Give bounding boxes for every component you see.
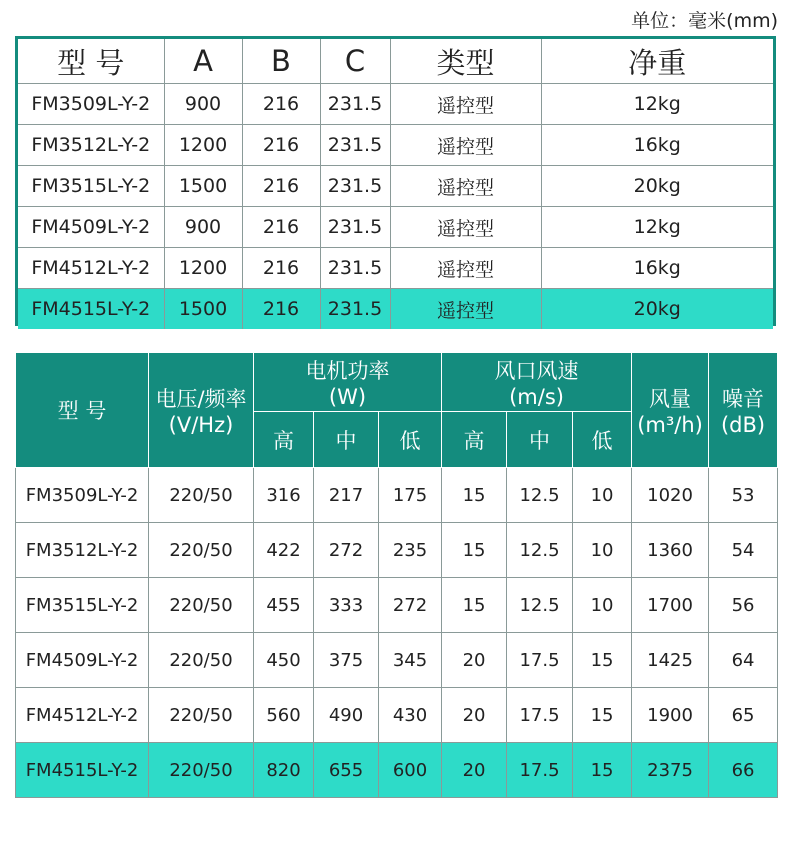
table-cell-power-mid: 217 bbox=[314, 468, 379, 523]
table-cell-speed-high: 20 bbox=[442, 688, 507, 743]
header-power-unit: (W) bbox=[328, 385, 367, 409]
header-speed-high: 高 bbox=[442, 412, 507, 468]
table-cell-model: FM4515L-Y-2 bbox=[18, 289, 164, 330]
table-row bbox=[18, 289, 773, 330]
table-cell-speed-low: 15 bbox=[573, 633, 632, 688]
table-cell-model: FM3515L-Y-2 bbox=[18, 166, 164, 207]
header-a: A bbox=[164, 39, 242, 84]
table-cell-voltage: 220/50 bbox=[149, 743, 254, 798]
table-cell-voltage: 220/50 bbox=[149, 578, 254, 633]
table-cell-power-high: 560 bbox=[254, 688, 314, 743]
header-b: B bbox=[242, 39, 320, 84]
table-cell-voltage: 220/50 bbox=[149, 468, 254, 523]
table-cell-power-low: 600 bbox=[379, 743, 442, 798]
table-cell-speed-low: 15 bbox=[573, 688, 632, 743]
table-cell-power-low: 272 bbox=[379, 578, 442, 633]
header-airflow bbox=[632, 353, 709, 468]
header-speed-low: 低 bbox=[573, 412, 632, 468]
table-cell-b: 216 bbox=[242, 166, 320, 207]
table-cell-speed-mid: 12.5 bbox=[507, 468, 573, 523]
header-weight: 净重 bbox=[541, 39, 773, 84]
table-cell-a: 1200 bbox=[164, 248, 242, 289]
table-cell-model: FM3509L-Y-2 bbox=[16, 468, 149, 523]
table-cell-b: 216 bbox=[242, 84, 320, 125]
header-noise-label: 噪音 bbox=[722, 387, 765, 411]
table-cell-noise: 65 bbox=[709, 688, 778, 743]
header-airflow-label: 风量 bbox=[649, 387, 692, 411]
table-cell-airflow: 1900 bbox=[632, 688, 709, 743]
table-row bbox=[18, 207, 773, 248]
table-cell-noise: 56 bbox=[709, 578, 778, 633]
header-voltage-label: 电压/频率 bbox=[155, 387, 247, 411]
table-cell-a: 1200 bbox=[164, 125, 242, 166]
header-power-low: 低 bbox=[379, 412, 442, 468]
table-row bbox=[16, 468, 778, 523]
table-cell-a: 900 bbox=[164, 207, 242, 248]
table-cell-speed-mid: 12.5 bbox=[507, 523, 573, 578]
header-c: C bbox=[320, 39, 390, 84]
table-row bbox=[18, 84, 773, 125]
table-cell-b: 216 bbox=[242, 248, 320, 289]
table-cell-power-high: 820 bbox=[254, 743, 314, 798]
table-cell-power-high: 455 bbox=[254, 578, 314, 633]
table-cell-type: 遥控型 bbox=[390, 125, 541, 166]
table-cell-speed-high: 20 bbox=[442, 743, 507, 798]
header-voltage-unit: (V/Hz) bbox=[168, 413, 234, 437]
table-cell-power-mid: 272 bbox=[314, 523, 379, 578]
table-row bbox=[18, 125, 773, 166]
header-noise bbox=[709, 353, 778, 468]
table-cell-model: FM4509L-Y-2 bbox=[16, 633, 149, 688]
table-cell-speed-low: 10 bbox=[573, 578, 632, 633]
table-cell-noise: 66 bbox=[709, 743, 778, 798]
dimensions-header-row bbox=[18, 39, 773, 84]
table-cell-type: 遥控型 bbox=[390, 84, 541, 125]
table-cell-airflow: 1425 bbox=[632, 633, 709, 688]
table-cell-model: FM3509L-Y-2 bbox=[18, 84, 164, 125]
dimensions-table bbox=[15, 36, 776, 326]
table-cell-a: 1500 bbox=[164, 289, 242, 330]
table-cell-c: 231.5 bbox=[320, 166, 390, 207]
header-speed-label: 风口风速 bbox=[494, 359, 579, 383]
table-cell-model: FM4512L-Y-2 bbox=[18, 248, 164, 289]
performance-header-row-1 bbox=[16, 353, 778, 412]
table-cell-c: 231.5 bbox=[320, 289, 390, 330]
table-cell-model: FM3515L-Y-2 bbox=[16, 578, 149, 633]
header-power-mid: 中 bbox=[314, 412, 379, 468]
table-cell-airflow: 1360 bbox=[632, 523, 709, 578]
table-cell-weight: 16kg bbox=[541, 248, 773, 289]
table-cell-power-low: 235 bbox=[379, 523, 442, 578]
table-row bbox=[16, 743, 778, 798]
table-row bbox=[18, 166, 773, 207]
table-cell-speed-high: 15 bbox=[442, 578, 507, 633]
header-model: 型 号 bbox=[16, 353, 149, 468]
header-noise-unit: (dB) bbox=[720, 413, 766, 437]
table-cell-speed-high: 15 bbox=[442, 468, 507, 523]
table-cell-airflow: 1020 bbox=[632, 468, 709, 523]
table-cell-noise: 54 bbox=[709, 523, 778, 578]
table-cell-power-mid: 655 bbox=[314, 743, 379, 798]
table-row bbox=[16, 688, 778, 743]
performance-table-body bbox=[16, 468, 778, 798]
table-cell-speed-mid: 17.5 bbox=[507, 688, 573, 743]
table-cell-power-mid: 333 bbox=[314, 578, 379, 633]
table-cell-power-mid: 375 bbox=[314, 633, 379, 688]
dimensions-table-body bbox=[18, 84, 773, 330]
table-cell-noise: 64 bbox=[709, 633, 778, 688]
header-power-high: 高 bbox=[254, 412, 314, 468]
table-cell-model: FM3512L-Y-2 bbox=[18, 125, 164, 166]
table-cell-b: 216 bbox=[242, 207, 320, 248]
table-cell-a: 1500 bbox=[164, 166, 242, 207]
table-cell-noise: 53 bbox=[709, 468, 778, 523]
table-cell-c: 231.5 bbox=[320, 125, 390, 166]
table-cell-c: 231.5 bbox=[320, 84, 390, 125]
table-cell-speed-low: 15 bbox=[573, 743, 632, 798]
table-row bbox=[16, 633, 778, 688]
performance-table bbox=[15, 352, 778, 798]
table-cell-model: FM3512L-Y-2 bbox=[16, 523, 149, 578]
unit-label: 单位：毫米(mm) bbox=[631, 10, 778, 32]
table-row bbox=[16, 578, 778, 633]
table-cell-power-high: 450 bbox=[254, 633, 314, 688]
table-cell-speed-mid: 12.5 bbox=[507, 578, 573, 633]
table-cell-model: FM4512L-Y-2 bbox=[16, 688, 149, 743]
table-cell-b: 216 bbox=[242, 289, 320, 330]
table-cell-power-low: 345 bbox=[379, 633, 442, 688]
table-cell-power-high: 316 bbox=[254, 468, 314, 523]
table-cell-c: 231.5 bbox=[320, 207, 390, 248]
table-row bbox=[18, 248, 773, 289]
header-speed-mid: 中 bbox=[507, 412, 573, 468]
header-airflow-unit: (m³/h) bbox=[637, 413, 703, 437]
table-cell-airflow: 2375 bbox=[632, 743, 709, 798]
header-power-label: 电机功率 bbox=[305, 359, 390, 383]
table-cell-power-high: 422 bbox=[254, 523, 314, 578]
header-model: 型 号 bbox=[18, 39, 164, 84]
table-cell-airflow: 1700 bbox=[632, 578, 709, 633]
table-cell-power-mid: 490 bbox=[314, 688, 379, 743]
table-cell-weight: 20kg bbox=[541, 166, 773, 207]
table-cell-c: 231.5 bbox=[320, 248, 390, 289]
table-cell-speed-mid: 17.5 bbox=[507, 743, 573, 798]
table-cell-speed-high: 20 bbox=[442, 633, 507, 688]
table-cell-type: 遥控型 bbox=[390, 248, 541, 289]
table-cell-voltage: 220/50 bbox=[149, 688, 254, 743]
table-cell-b: 216 bbox=[242, 125, 320, 166]
header-voltage bbox=[149, 353, 254, 468]
table-cell-model: FM4515L-Y-2 bbox=[16, 743, 149, 798]
table-cell-type: 遥控型 bbox=[390, 289, 541, 330]
header-type: 类型 bbox=[390, 39, 541, 84]
table-cell-power-low: 430 bbox=[379, 688, 442, 743]
table-cell-power-low: 175 bbox=[379, 468, 442, 523]
header-air-speed bbox=[442, 353, 632, 412]
header-motor-power bbox=[254, 353, 442, 412]
table-cell-weight: 12kg bbox=[541, 207, 773, 248]
table-cell-weight: 16kg bbox=[541, 125, 773, 166]
table-cell-a: 900 bbox=[164, 84, 242, 125]
table-cell-speed-low: 10 bbox=[573, 523, 632, 578]
table-cell-weight: 20kg bbox=[541, 289, 773, 330]
table-cell-speed-high: 15 bbox=[442, 523, 507, 578]
table-cell-type: 遥控型 bbox=[390, 207, 541, 248]
table-cell-speed-low: 10 bbox=[573, 468, 632, 523]
table-row bbox=[16, 523, 778, 578]
table-cell-type: 遥控型 bbox=[390, 166, 541, 207]
header-speed-unit: (m/s) bbox=[509, 385, 564, 409]
table-cell-speed-mid: 17.5 bbox=[507, 633, 573, 688]
table-cell-voltage: 220/50 bbox=[149, 633, 254, 688]
table-cell-model: FM4509L-Y-2 bbox=[18, 207, 164, 248]
table-cell-voltage: 220/50 bbox=[149, 523, 254, 578]
table-cell-weight: 12kg bbox=[541, 84, 773, 125]
